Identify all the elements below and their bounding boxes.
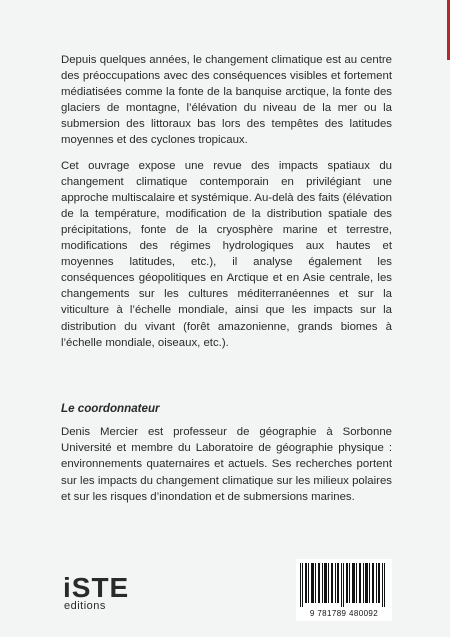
summary-paragraph-2: Cet ouvrage expose une revue des impacts spatiaux du changement climatique contemporain en privilégiant une approche multiscalaire et systémique. Au-delà des faits (élévation de la température, modification de la distribution spatiale des précipitations, fonte de la cryosphère marine et terrestre, modifications des régimes hydrologiques aux hautes et moyennes latitudes, etc.), il analyse également les conséquences géopolitiques en Arctique et en Asie centrale, les changements sur les cultures méditerranéennes et sur la viticulture à l’échelle mondiale, ainsi que les impacts sur la distribution du vivant (forêt amazonienne, grands biomes à l’échelle mondiale, oiseaux, etc.). [61, 159, 392, 349]
svg-text:iSTE: iSTE [63, 573, 130, 603]
barcode-bars [298, 563, 390, 607]
coordinator-bio: Denis Mercier est professeur de géographie à Sorbonne Université et membre du Laboratoire de géographie physique : environnements quaternaires et actuels. Ses recherches portent sur les impacts du changement climatique sur les milieux polaires et sur les risques d’inondation et de submersions marines. [61, 426, 392, 503]
svg-text:editions: editions [64, 600, 106, 611]
summary-paragraph-1: Depuis quelques années, le changement climatique est au centre des préoccupations avec des conséquences visibles et fortement médiatisées comme la fonte de la banquise arctique, la fonte des glaciers de montagne, l’élévation du niveau de la mer ou la submersion des littoraux bas lors des tempêtes des latitudes moyennes et des cyclones tropicaux. [61, 54, 392, 147]
iste-editions-logo [63, 573, 143, 611]
isbn-number: 9 781789 480092 [309, 609, 379, 618]
coordinator-heading: Le coordonnateur [61, 402, 160, 415]
isbn-barcode [296, 559, 392, 621]
back-cover-summary [61, 52, 392, 360]
